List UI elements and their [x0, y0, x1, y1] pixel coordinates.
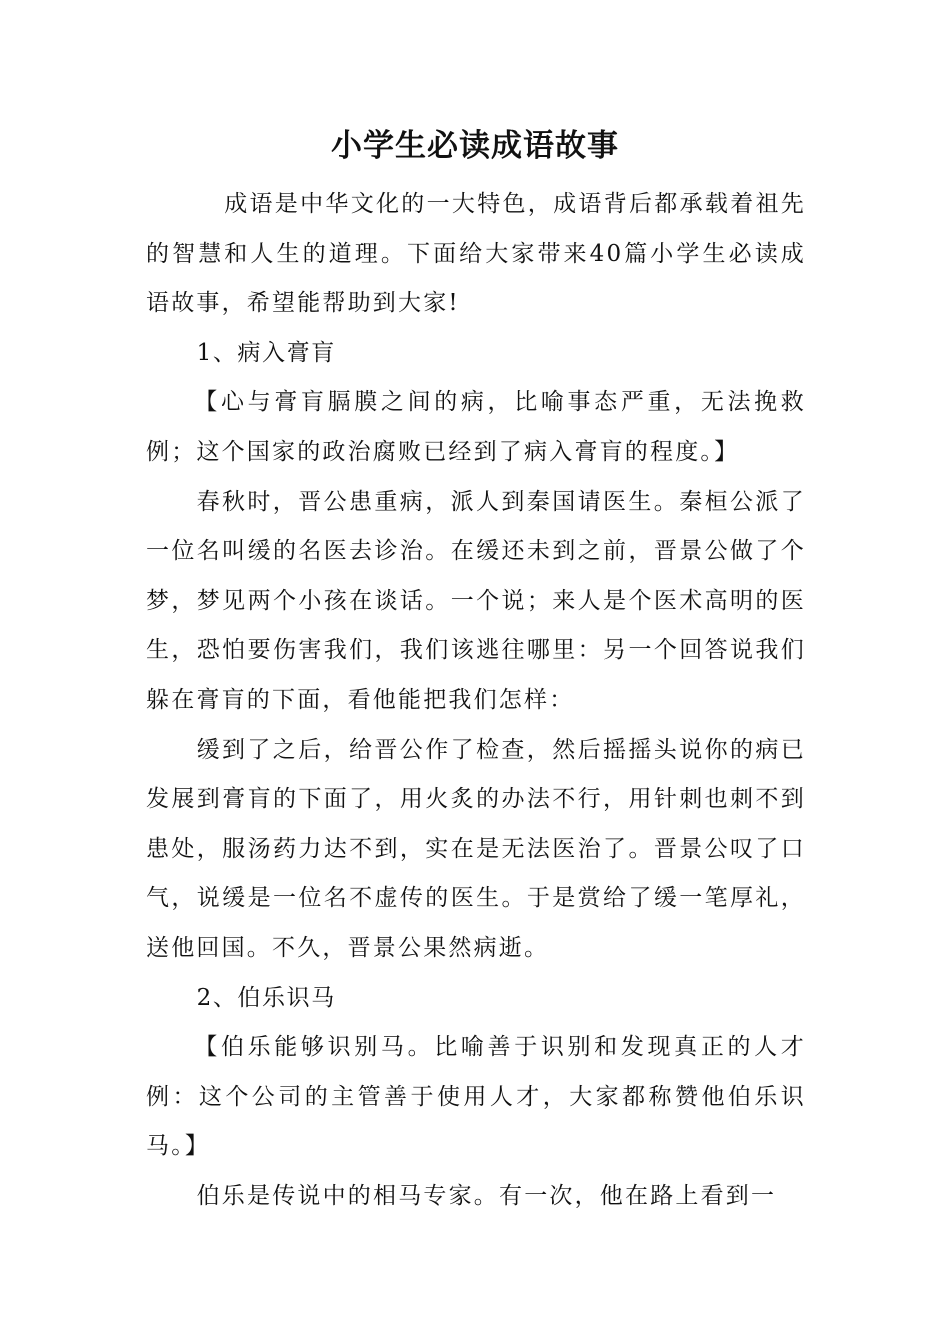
story-paragraph-2a: 伯乐是传说中的相马专家。有一次，他在路上看到一 [196, 1182, 777, 1209]
page-title: 小学生必读成语故事 [331, 128, 619, 164]
document-body [146, 180, 806, 1221]
story-paragraph-1b: 缓到了之后，给晋公作了检查，然后摇摇头说你的病已发展到膏肓的下面了，用火炙的办法不行，用针刺也刺不到患处，服汤药力达不到，实在是无法医治了。晋景公叹了口气，说缓是一位名不虚传的医生。于是赏给了缓一笔厚礼，送他回国。不久，晋景公果然病逝。 [146, 736, 806, 961]
section-heading-1: 1、病入膏肓 [196, 339, 336, 366]
story-paragraph-1a: 春秋时，晋公患重病，派人到秦国请医生。秦桓公派了一位名叫缓的名医去诊治。在缓还未到之前，晋景公做了个梦，梦见两个小孩在谈话。一个说；来人是个医术高明的医生，恐怕要伤害我们，我们该逃往哪里：另一个回答说我们躲在膏肓的下面，看他能把我们怎样： [146, 488, 806, 713]
idiom-definition-2: 【伯乐能够识别马。比喻善于识别和发现真正的人才例：这个公司的主管善于使用人才，大家都称赞他伯乐识马。】 [146, 1034, 806, 1160]
intro-paragraph: 成语是中华文化的一大特色，成语背后都承载着祖先的智慧和人生的道理。下面给大家带来40篇小学生必读成语故事，希望能帮助到大家! [146, 191, 806, 317]
idiom-definition-1: 【心与膏肓膈膜之间的病，比喻事态严重，无法挽救例；这个国家的政治腐败已经到了病入膏肓的程度。】 [146, 389, 806, 465]
section-heading-2: 2、伯乐识马 [196, 984, 336, 1011]
